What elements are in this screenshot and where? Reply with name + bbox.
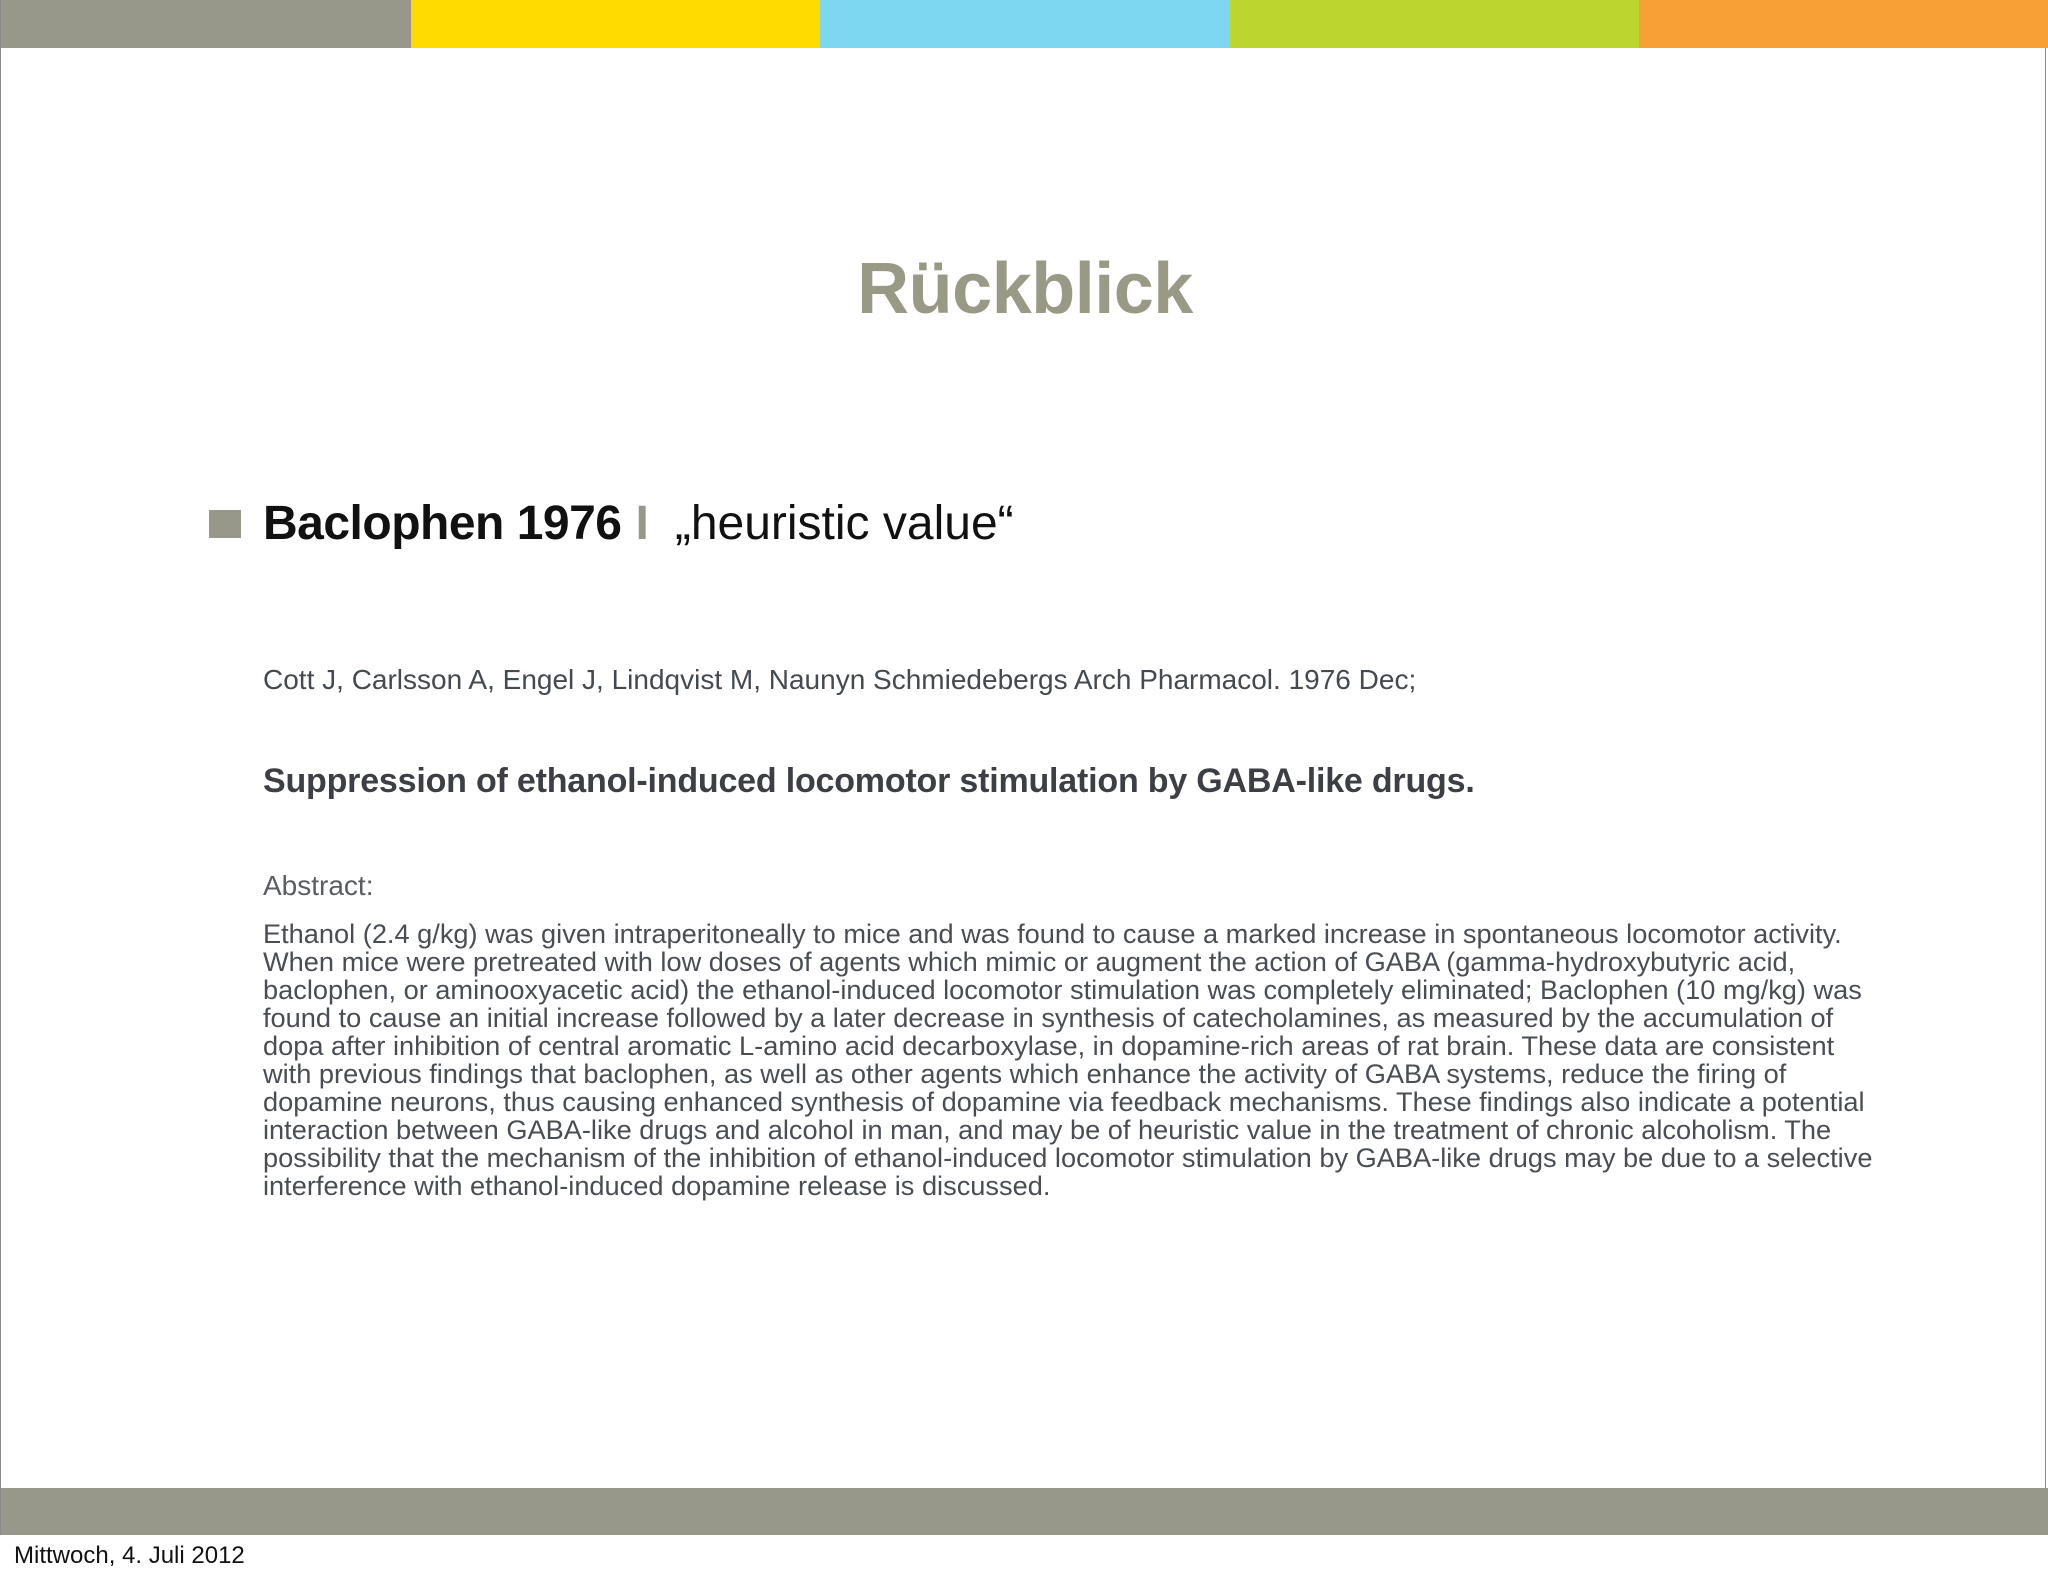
footer-date: Mittwoch, 4. Juli 2012 (14, 1542, 245, 1569)
color-bar-segment-orange (1639, 0, 2048, 48)
bullet-separator: I (635, 497, 649, 550)
color-bar-segment-green (1230, 0, 1640, 48)
bullet-heading (209, 496, 1014, 551)
citation: Cott J, Carlsson A, Engel J, Lindqvist M, Naunyn Schmiedebergs Arch Pharmacol. 1976 Dec; (263, 664, 1417, 695)
color-bar-segment-gray (1, 0, 411, 48)
bullet-heading-bold: Baclophen 1976 (263, 497, 622, 550)
color-bar-segment-yellow (411, 0, 821, 48)
bottom-bar (1, 1488, 2048, 1535)
bullet-heading-quote: „heuristic value“ (674, 497, 1014, 550)
color-bar-segment-cyan (820, 0, 1230, 48)
paper-title: Suppression of ethanol-induced locomotor stimulation by GABA-like drugs. (263, 762, 1475, 800)
abstract-text: Ethanol (2.4 g/kg) was given intraperitoneally to mice and was found to cause a marked increase in spontaneous locomotor activity. When mice were pretreated with low doses of agents which mimic or augment the action of GABA (gamma-hydroxybutyric acid, baclophen, or aminooxyacetic acid) the ethanol-induced locomotor stimulation was completely eliminated; Baclophen (10 mg/kg) was found to cause an initial increase followed by a later decrease in synthesis of catecholamines, as measured by the accumulation of dopa after inhibition of central aromatic L-amino acid decarboxylase, in dopamine-rich areas of rat brain. These data are consistent with previous findings that baclophen, as well as other agents which enhance the activity of GABA systems, reduce the firing of dopamine neurons, thus causing enhanced synthesis of dopamine via feedback mechanisms. These findings also indicate a potential interaction between GABA-like drugs and alcohol in man, and may be of heuristic value in the treatment of chronic alcoholism. The possibility that the mechanism of the inhibition of ethanol-induced locomotor stimulation by GABA-like drugs may be due to a selective interference with ethanol-induced dopamine release is discussed. (263, 918, 1873, 1201)
top-color-bar (1, 0, 2048, 48)
slide-title: Rückblick (857, 249, 1193, 329)
square-bullet-icon (209, 510, 241, 538)
abstract-label: Abstract: (263, 870, 374, 901)
